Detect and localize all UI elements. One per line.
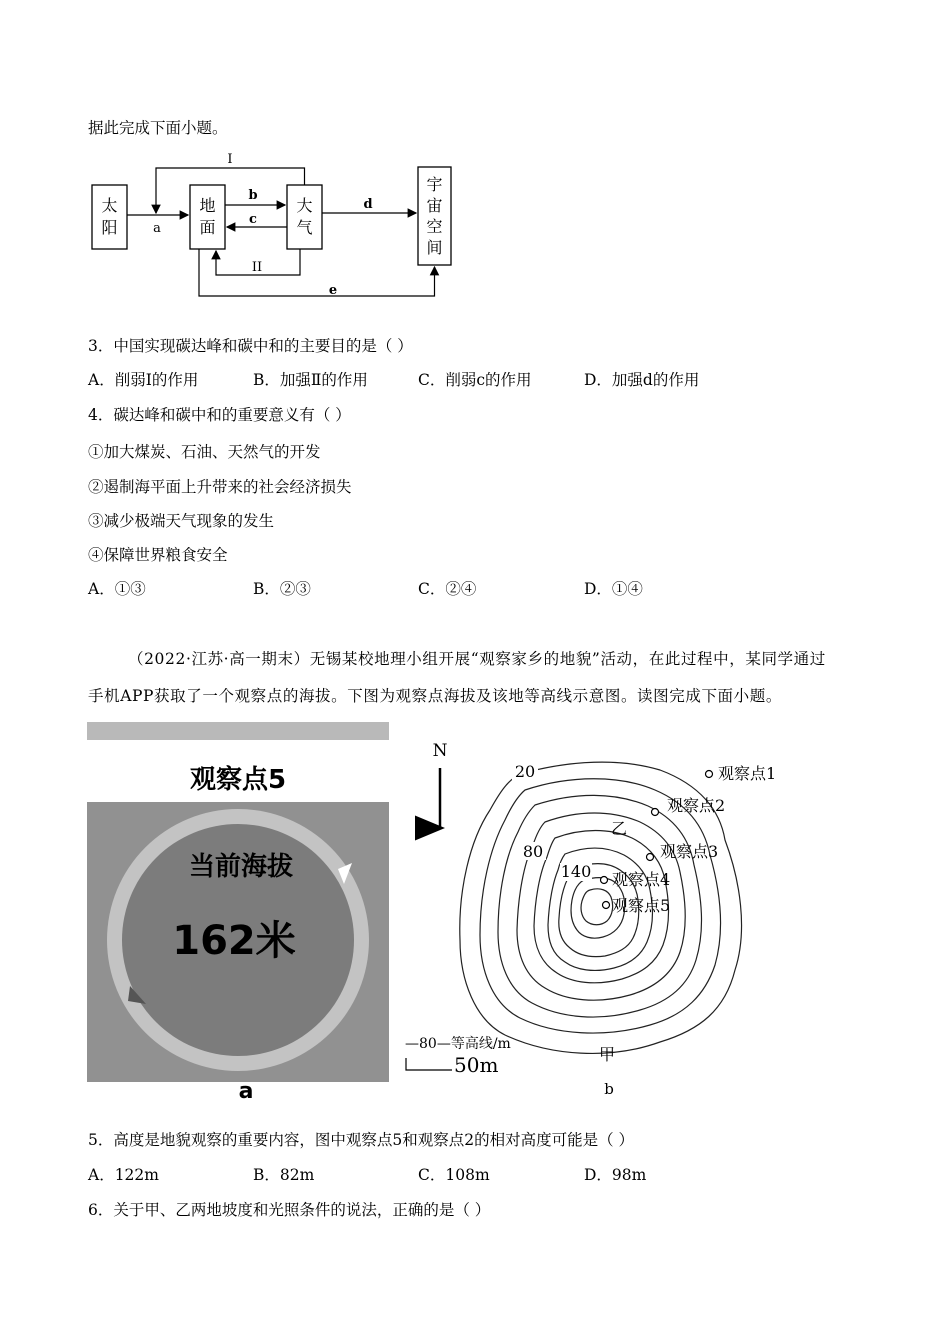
q4-item-2: ②遏制海平面上升带来的社会经济损失: [88, 478, 352, 496]
q4-item-4: ④保障世界粮食安全: [88, 546, 228, 564]
q3-stem: 3．中国实现碳达峰和碳中和的主要目的是（ ）: [88, 337, 413, 355]
q4-item-3: ③减少极端天气现象的发生: [88, 512, 275, 530]
intro-text: 据此完成下面小题。: [88, 119, 228, 137]
label-c: c: [249, 212, 257, 227]
space-label-2: 宙: [426, 196, 443, 215]
north-label: N: [432, 741, 448, 761]
passage-line-1: （2022·江苏·高一期末）无锡某校地理小组开展“观察家乡的地貌”活动，在此过程中，某同学通过: [128, 650, 826, 668]
contour-label-140: 140: [560, 862, 592, 881]
observation-point-4-label: 观察点4: [612, 870, 671, 889]
ground-label-2: 面: [199, 218, 216, 237]
status-bar-strip: [87, 722, 389, 740]
figure-a-altitude-screenshot: [86, 720, 396, 1106]
contour-label-20: 20: [514, 762, 536, 781]
ground-label-1: 地: [199, 196, 216, 215]
q4-option-a[interactable]: A．①③: [88, 580, 146, 598]
observation-point-2-icon: [652, 809, 659, 816]
arrow-e: [199, 249, 435, 296]
figure-a-title: 观察点5: [189, 765, 287, 795]
figure-a-caption: a: [238, 1079, 254, 1104]
observation-point-2-label: 观察点2: [667, 796, 726, 815]
q4-option-b[interactable]: B．②③: [253, 580, 311, 598]
q5-option-b[interactable]: B．82m: [253, 1166, 315, 1184]
atmosphere-box: [287, 185, 322, 249]
q4-option-d[interactable]: D．①④: [584, 580, 643, 598]
q4-item-1: ①加大煤炭、石油、天然气的开发: [88, 443, 321, 461]
altitude-label: 当前海拔: [188, 852, 294, 882]
atmosphere-label-1: 大: [296, 196, 313, 215]
label-a: a: [153, 221, 161, 236]
q6-stem: 6．关于甲、乙两地坡度和光照条件的说法，正确的是（ ）: [88, 1201, 491, 1219]
observation-point-4-icon: [601, 877, 608, 884]
sun-box: [92, 185, 127, 249]
label-II: II: [251, 260, 263, 275]
scale-label: 50m: [454, 1053, 499, 1077]
observation-point-3-icon: [647, 854, 654, 861]
observation-point-1-icon: [706, 771, 713, 778]
space-label-4: 间: [426, 238, 443, 257]
q5-stem: 5．高度是地貌观察的重要内容，图中观察点5和观察点2的相对高度可能是（ ）: [88, 1131, 635, 1149]
legend-contour: —80—等高线/m: [405, 1036, 511, 1052]
sun-label-2: 阳: [101, 218, 118, 237]
observation-point-1-label: 观察点1: [718, 764, 777, 783]
passage-line-2: 手机APP获取了一个观察点的海拔。下图为观察点海拔及该地等高线示意图。读图完成下面小题。: [88, 687, 782, 705]
label-b: b: [248, 188, 258, 203]
ground-box: [190, 185, 225, 249]
scale-bar: [406, 1058, 452, 1070]
q5-option-c[interactable]: C．108m: [418, 1166, 490, 1184]
label-d: d: [363, 197, 373, 212]
q3-option-c[interactable]: C．削弱c的作用: [418, 371, 532, 389]
space-label-1: 宇: [426, 175, 443, 194]
arrow-I: [156, 168, 305, 213]
energy-flow-diagram: [85, 145, 465, 305]
observation-point-3-label: 观察点3: [660, 842, 719, 861]
sun-label-1: 太: [101, 196, 118, 215]
observation-point-5-label: 观察点5: [612, 896, 671, 915]
label-I: I: [227, 152, 233, 167]
q3-option-a[interactable]: A．削弱Ⅰ的作用: [88, 371, 199, 389]
q4-stem: 4．碳达峰和碳中和的重要意义有（ ）: [88, 406, 351, 424]
contour-3: [498, 795, 702, 1017]
contour-label-80: 80: [522, 842, 544, 861]
space-label-3: 空: [426, 217, 443, 236]
place-jia: 甲: [598, 1045, 616, 1064]
q3-option-d[interactable]: D．加强d的作用: [584, 371, 700, 389]
label-e: e: [328, 283, 338, 298]
atmosphere-label-2: 气: [296, 218, 313, 237]
place-yi: 乙: [610, 819, 628, 838]
figure-b-contour-map: [400, 730, 800, 1102]
observation-point-5-icon: [603, 902, 610, 909]
q4-option-c[interactable]: C．②④: [418, 580, 477, 598]
q5-option-a[interactable]: A．122m: [88, 1166, 159, 1184]
q5-option-d[interactable]: D．98m: [584, 1166, 647, 1184]
q3-option-b[interactable]: B．加强Ⅱ的作用: [253, 371, 368, 389]
altitude-value: 162米: [172, 918, 296, 964]
figure-b-caption: b: [604, 1080, 614, 1098]
